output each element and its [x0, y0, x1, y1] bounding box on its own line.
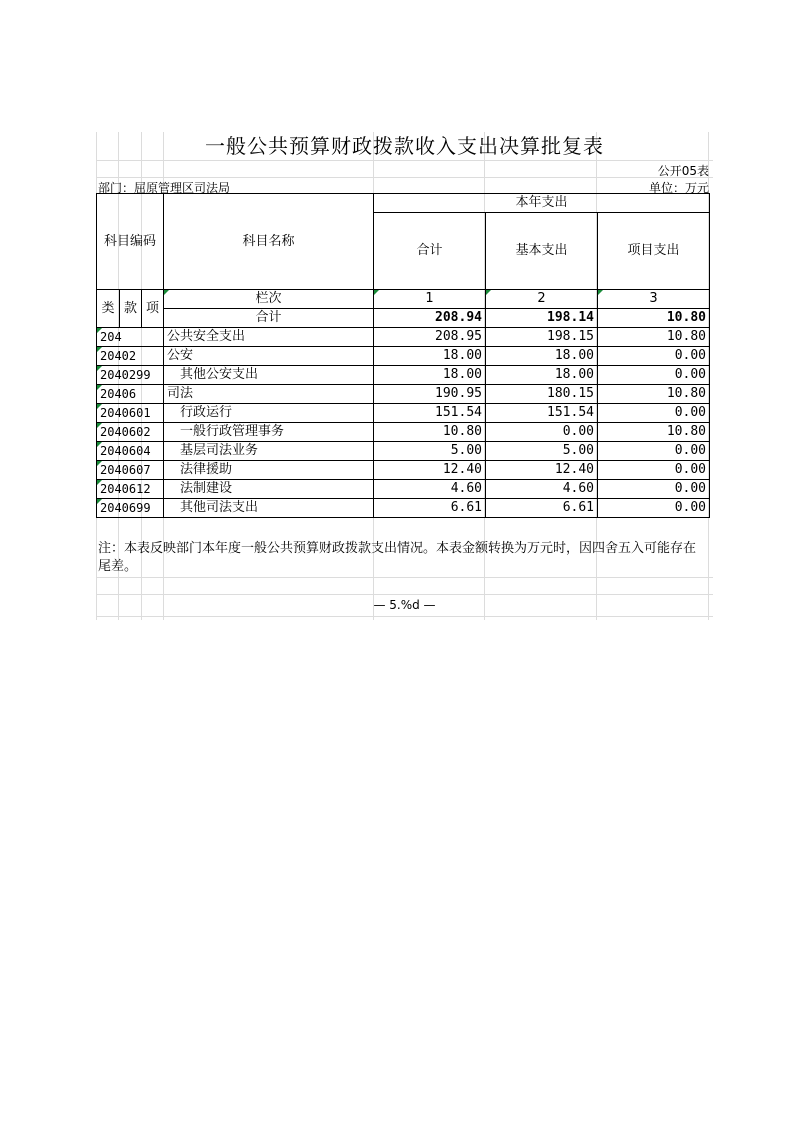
table-note: 注：本表反映部门本年度一般公共预算财政拨款支出情况。本表金额转换为万元时，因四舍五入可能存在尾差。 — [98, 541, 697, 574]
table-row — [97, 385, 710, 404]
header-category: 类 — [97, 290, 120, 328]
row-total: 4.60 — [374, 480, 486, 499]
row-total: 12.40 — [374, 461, 486, 480]
column-number-label: 栏次 — [164, 290, 374, 309]
row-basic: 5.00 — [486, 442, 598, 461]
row-code: 2040602 — [97, 423, 164, 442]
header-code: 科目编码 — [97, 194, 164, 290]
row-basic: 180.15 — [486, 385, 598, 404]
row-basic: 18.00 — [486, 366, 598, 385]
header-current-year-expense: 本年支出 — [374, 194, 710, 213]
unit-label: 单位：万元 — [648, 181, 709, 195]
gridline — [96, 577, 713, 578]
row-name: 一般行政管理事务 — [164, 423, 374, 442]
row-project: 0.00 — [598, 480, 710, 499]
row-total: 5.00 — [374, 442, 486, 461]
row-name: 其他司法支出 — [164, 499, 374, 518]
row-total: 6.61 — [374, 499, 486, 518]
row-basic: 6.61 — [486, 499, 598, 518]
total-sum: 208.94 — [374, 309, 486, 328]
row-project: 0.00 — [598, 442, 710, 461]
row-basic: 18.00 — [486, 347, 598, 366]
column-number-2: 2 — [486, 290, 598, 309]
header-name: 科目名称 — [164, 194, 374, 290]
header-project: 项目支出 — [598, 213, 710, 290]
column-number-1: 1 — [374, 290, 486, 309]
row-code: 20406 — [97, 385, 164, 404]
table-row — [97, 347, 710, 366]
row-project: 0.00 — [598, 404, 710, 423]
table-row — [97, 404, 710, 423]
row-name: 法律援助 — [164, 461, 374, 480]
row-project: 10.80 — [598, 423, 710, 442]
row-project: 10.80 — [598, 385, 710, 404]
row-basic: 198.15 — [486, 328, 598, 347]
row-total: 190.95 — [374, 385, 486, 404]
row-project: 0.00 — [598, 347, 710, 366]
department-label: 部门：屈原管理区司法局 — [98, 181, 231, 195]
row-name: 法制建设 — [164, 480, 374, 499]
row-code: 2040601 — [97, 404, 164, 423]
header-subitem: 项 — [142, 290, 164, 328]
table-row — [97, 328, 710, 347]
row-name: 司法 — [164, 385, 374, 404]
row-basic: 0.00 — [486, 423, 598, 442]
total-project: 10.80 — [598, 309, 710, 328]
row-code: 2040612 — [97, 480, 164, 499]
row-total: 18.00 — [374, 347, 486, 366]
row-code: 204 — [97, 328, 164, 347]
row-code: 2040699 — [97, 499, 164, 518]
row-basic: 12.40 — [486, 461, 598, 480]
row-total: 208.95 — [374, 328, 486, 347]
row-code: 2040607 — [97, 461, 164, 480]
row-project: 10.80 — [598, 328, 710, 347]
table-row — [97, 480, 710, 499]
row-code: 2040299 — [97, 366, 164, 385]
row-project: 0.00 — [598, 366, 710, 385]
header-item: 款 — [120, 290, 142, 328]
gridline — [96, 160, 713, 161]
row-total: 18.00 — [374, 366, 486, 385]
row-project: 0.00 — [598, 499, 710, 518]
row-name: 基层司法业务 — [164, 442, 374, 461]
row-name: 行政运行 — [164, 404, 374, 423]
column-number-3: 3 — [598, 290, 710, 309]
table-row — [97, 423, 710, 442]
row-code: 20402 — [97, 347, 164, 366]
row-total: 10.80 — [374, 423, 486, 442]
row-name: 公安 — [164, 347, 374, 366]
row-project: 0.00 — [598, 461, 710, 480]
header-total: 合计 — [374, 213, 486, 290]
row-name: 公共安全支出 — [164, 328, 374, 347]
table-row — [97, 499, 710, 518]
header-basic: 基本支出 — [486, 213, 598, 290]
gridline — [96, 594, 713, 595]
row-basic: 151.54 — [486, 404, 598, 423]
total-row — [97, 309, 710, 328]
total-basic: 198.14 — [486, 309, 598, 328]
page-title: 一般公共预算财政拨款收入支出决算批复表 — [205, 134, 604, 158]
row-total: 151.54 — [374, 404, 486, 423]
spreadsheet-page — [96, 132, 713, 622]
form-number: 公开05表 — [657, 164, 709, 178]
gridline — [96, 616, 713, 617]
gridline — [96, 177, 713, 178]
row-name: 其他公安支出 — [164, 366, 374, 385]
table-row — [97, 461, 710, 480]
table-row — [97, 442, 710, 461]
budget-table — [96, 193, 710, 518]
total-label: 合计 — [164, 309, 374, 328]
row-basic: 4.60 — [486, 480, 598, 499]
table-row — [97, 366, 710, 385]
row-code: 2040604 — [97, 442, 164, 461]
page-number: — 5.%d — — [373, 598, 436, 612]
